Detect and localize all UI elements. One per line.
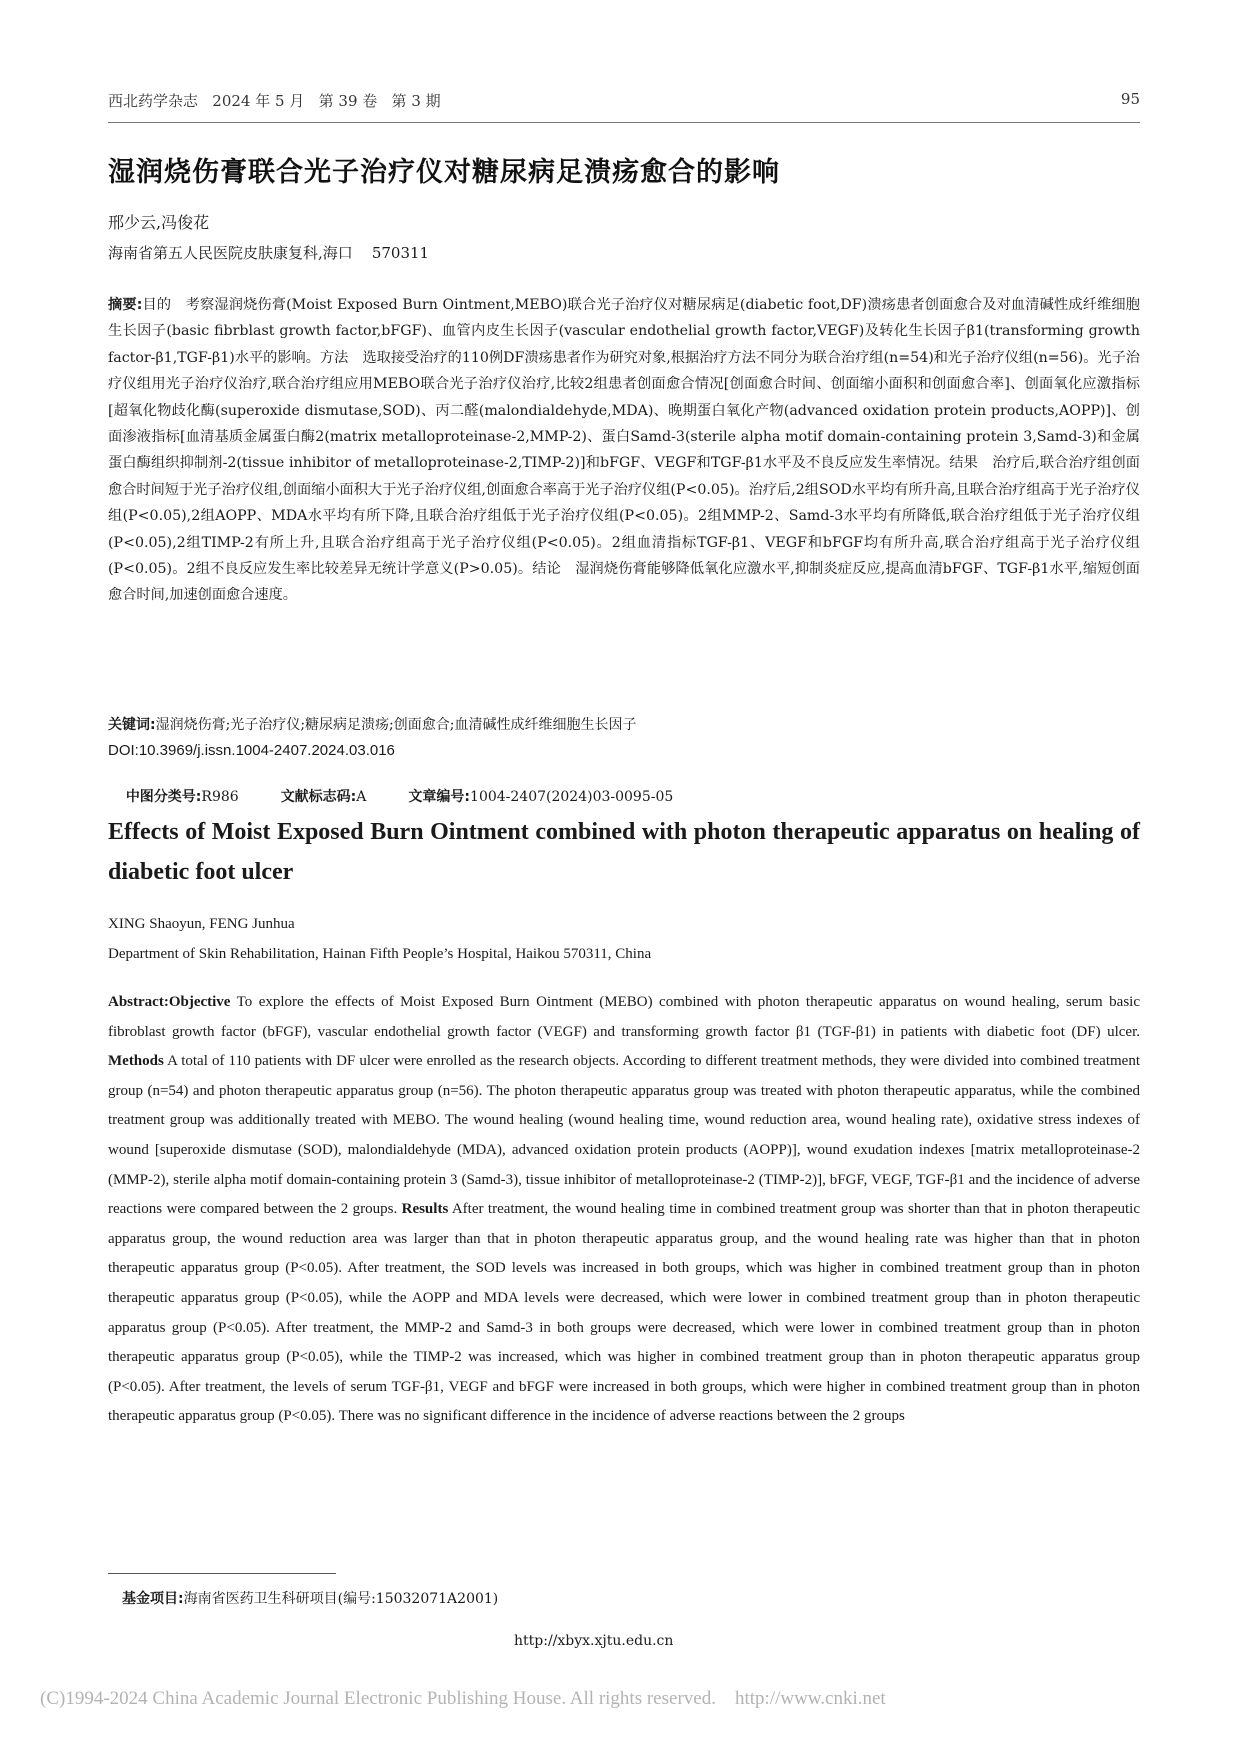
journal-info: 西北药学杂志 2024 年 5 月 第 39 卷 第 3 期 — [108, 92, 441, 110]
article-no-label: 文章编号: — [408, 789, 471, 805]
results-text: After treatment, the wound healing time in combined treatment group was shorter than that in photon therapeutic apparatus group, the wound reduction area was larger than that in photon therapeutic apparatus group, and the wound healing rate was higher than that in photon therapeutic apparatus group (P<0.05). After treatment, the SOD levels was increased in both groups, which was higher in combined treatment group than in photon therapeutic apparatus group (P<0.05), while the AOPP and MDA levels were decreased, which were lower in combined treatment group than in photon therapeutic apparatus group (P<0.05). After treatment, the MMP-2 and Samd-3 in both groups were decreased, which were lower in combined treatment group than in photon therapeutic apparatus group (P<0.05), while the TIMP-2 was increased, which was higher in combined treatment group than in photon therapeutic apparatus group (P<0.05). After treatment, the levels of serum TGF-β1, VEGF and bFGF were increased in both groups, which were higher in combined treatment group than in photon therapeutic apparatus group (P<0.05). There was no significant difference in the incidence of adverse reactions between the 2 groups — [108, 1201, 1140, 1425]
clc-value: R986 — [201, 789, 239, 805]
doc-code-value: A — [356, 789, 367, 805]
running-header — [108, 90, 1140, 118]
objective-text: To explore the effects of Moist Exposed Burn Ointment (MEBO) combined with photon therapeutic apparatus on wound healing, serum basic fibroblast growth factor (bFGF), vascular endothelial growth factor (VEGF) and transforming growth factor β1 (TGF-β1) in patients with diabetic foot (DF) ulcer. — [108, 994, 1140, 1040]
english-title: Effects of Moist Exposed Burn Ointment combined with photon therapeutic apparatus on healing of diabetic foot ulcer — [108, 819, 1140, 885]
article-no-value: 1004-2407(2024)03-0095-05 — [470, 789, 674, 805]
english-abstract-label: Abstract: — [108, 994, 169, 1010]
chinese-authors: 邢少云,冯俊花 — [108, 213, 210, 232]
methods-text: A total of 110 patients with DF ulcer were enrolled as the research objects. According to different treatment methods, they were divided into combined treatment group (n=54) and photon therapeutic apparatus group (n=56). The photon therapeutic apparatus group was treated with photon therapeutic apparatus, while the combined treatment group was additionally treated with MEBO. The wound healing (wound healing time, wound reduction area, wound healing rate), oxidative stress indexes of wound [superoxide dismutase (SOD), malondialdehyde (MDA), advanced oxidation protein products (AOPP)], wound exudation indexes [matrix metalloproteinase-2 (MMP-2), sterile alpha motif domain-containing protein 3 (Samd-3), tissue inhibitor of metalloproteinase-2 (TIMP-2)], bFGF, VEGF, TGF-β1 and the incidence of adverse reactions were compared between the 2 groups. — [108, 1053, 1140, 1218]
footnote-divider — [108, 1573, 336, 1574]
journal-page — [108, 0, 1140, 1754]
chinese-abstract-text: 目的 考察湿润烧伤膏(Moist Exposed Burn Ointment,MEBO)联合光子治疗仪对糖尿病足(diabetic foot,DF)溃疡患者创面愈合及对血清碱性成纤维细胞生长因子(basic fibrblast growth factor,bFGF)、血管内皮生长因子(vascular endothelial growth factor,VEGF)及转化生长因子β1(transforming growth factor-β1,TGF-β1)水平的影响。方法 选取接受治疗的110例DF溃疡患者作为研究对象,根据治疗方法不同分为联合治疗组(n=54)和光子治疗仪组(n=56)。光子治疗仪组用光子治疗仪治疗,联合治疗组应用MEBO联合光子治疗仪治疗,比较2组患者创面愈合情况[创面愈合时间、创面缩小面积和创面愈合率]、创面氧化应激指标[超氧化物歧化酶(superoxide dismutase,SOD)、丙二醛(malondialdehyde,MDA)、晚期蛋白氧化产物(advanced oxidation protein products,AOPP)]、创面渗液指标[血清基质金属蛋白酶2(matrix metalloproteinase-2,MMP-2)、蛋白Samd-3(sterile alpha motif domain-containing protein 3,Samd-3)和金属蛋白酶组织抑制剂-2(tissue inhibitor of metalloproteinase-2,TIMP-2)]和bFGF、VEGF和TGF-β1水平及不良反应发生率情况。结果 治疗后,联合治疗组创面愈合时间短于光子治疗仪组,创面缩小面积大于光子治疗仪组,创面愈合率高于光子治疗仪组(P<0.05)。治疗后,2组SOD水平均有所升高,且联合治疗组高于光子治疗仪组(P<0.05),2组AOPP、MDA水平均有所下降,且联合治疗组低于光子治疗仪组(P<0.05)。2组MMP-2、Samd-3水平均有所降低,联合治疗组低于光子治疗仪组(P<0.05),2组TIMP-2有所上升,且联合治疗组高于光子治疗仪组(P<0.05)。2组血清指标TGF-β1、VEGF和bFGF均有所升高,联合治疗组高于光子治疗仪组(P<0.05)。2组不良反应发生率比较差异无统计学意义(P>0.05)。结论 湿润烧伤膏能够降低氧化应激水平,抑制炎症反应,提高血清bFGF、TGF-β1水平,缩短创面愈合时间,加速创面愈合速度。 — [108, 297, 1140, 604]
funding-note — [122, 1588, 498, 1608]
keywords-label: 关键词: — [108, 717, 156, 733]
english-abstract — [108, 988, 1140, 1432]
chinese-abstract-label: 摘要: — [108, 297, 143, 313]
funding-label: 基金项目: — [122, 1591, 184, 1607]
english-affiliation: Department of Skin Rehabilitation, Hainan Fifth People’s Hospital, Haikou 570311, China — [108, 946, 652, 962]
funding-text: 海南省医药卫生科研项目(编号:15032071A2001) — [183, 1591, 499, 1607]
chinese-title: 湿润烧伤膏联合光子治疗仪对糖尿病足溃疡愈合的影响 — [108, 157, 780, 188]
methods-label: Methods — [108, 1053, 164, 1070]
page-number: 95 — [1120, 90, 1140, 108]
clc-label: 中图分类号: — [125, 789, 202, 805]
english-authors: XING Shaoyun, FENG Junhua — [108, 916, 295, 932]
chinese-abstract — [108, 292, 1140, 609]
keywords-text: 湿润烧伤膏;光子治疗仪;糖尿病足溃疡;创面愈合;血清碱性成纤维细胞生长因子 — [155, 717, 637, 733]
doc-code-label: 文献标志码: — [280, 789, 357, 805]
objective-label: Objective — [168, 994, 231, 1010]
journal-url: http://xbyx.xjtu.edu.cn — [514, 1633, 674, 1649]
results-label: Results — [401, 1201, 449, 1218]
chinese-affiliation: 海南省第五人民医院皮肤康复科,海口 570311 — [108, 244, 430, 262]
header-divider — [108, 122, 1140, 123]
chinese-keywords — [108, 714, 636, 734]
copyright-watermark: (C)1994-2024 China Academic Journal Electronic Publishing House. All rights reserved. http://www.cnki.net — [40, 1688, 886, 1709]
doi: DOI:10.3969/j.issn.1004-2407.2024.03.016 — [108, 742, 395, 759]
